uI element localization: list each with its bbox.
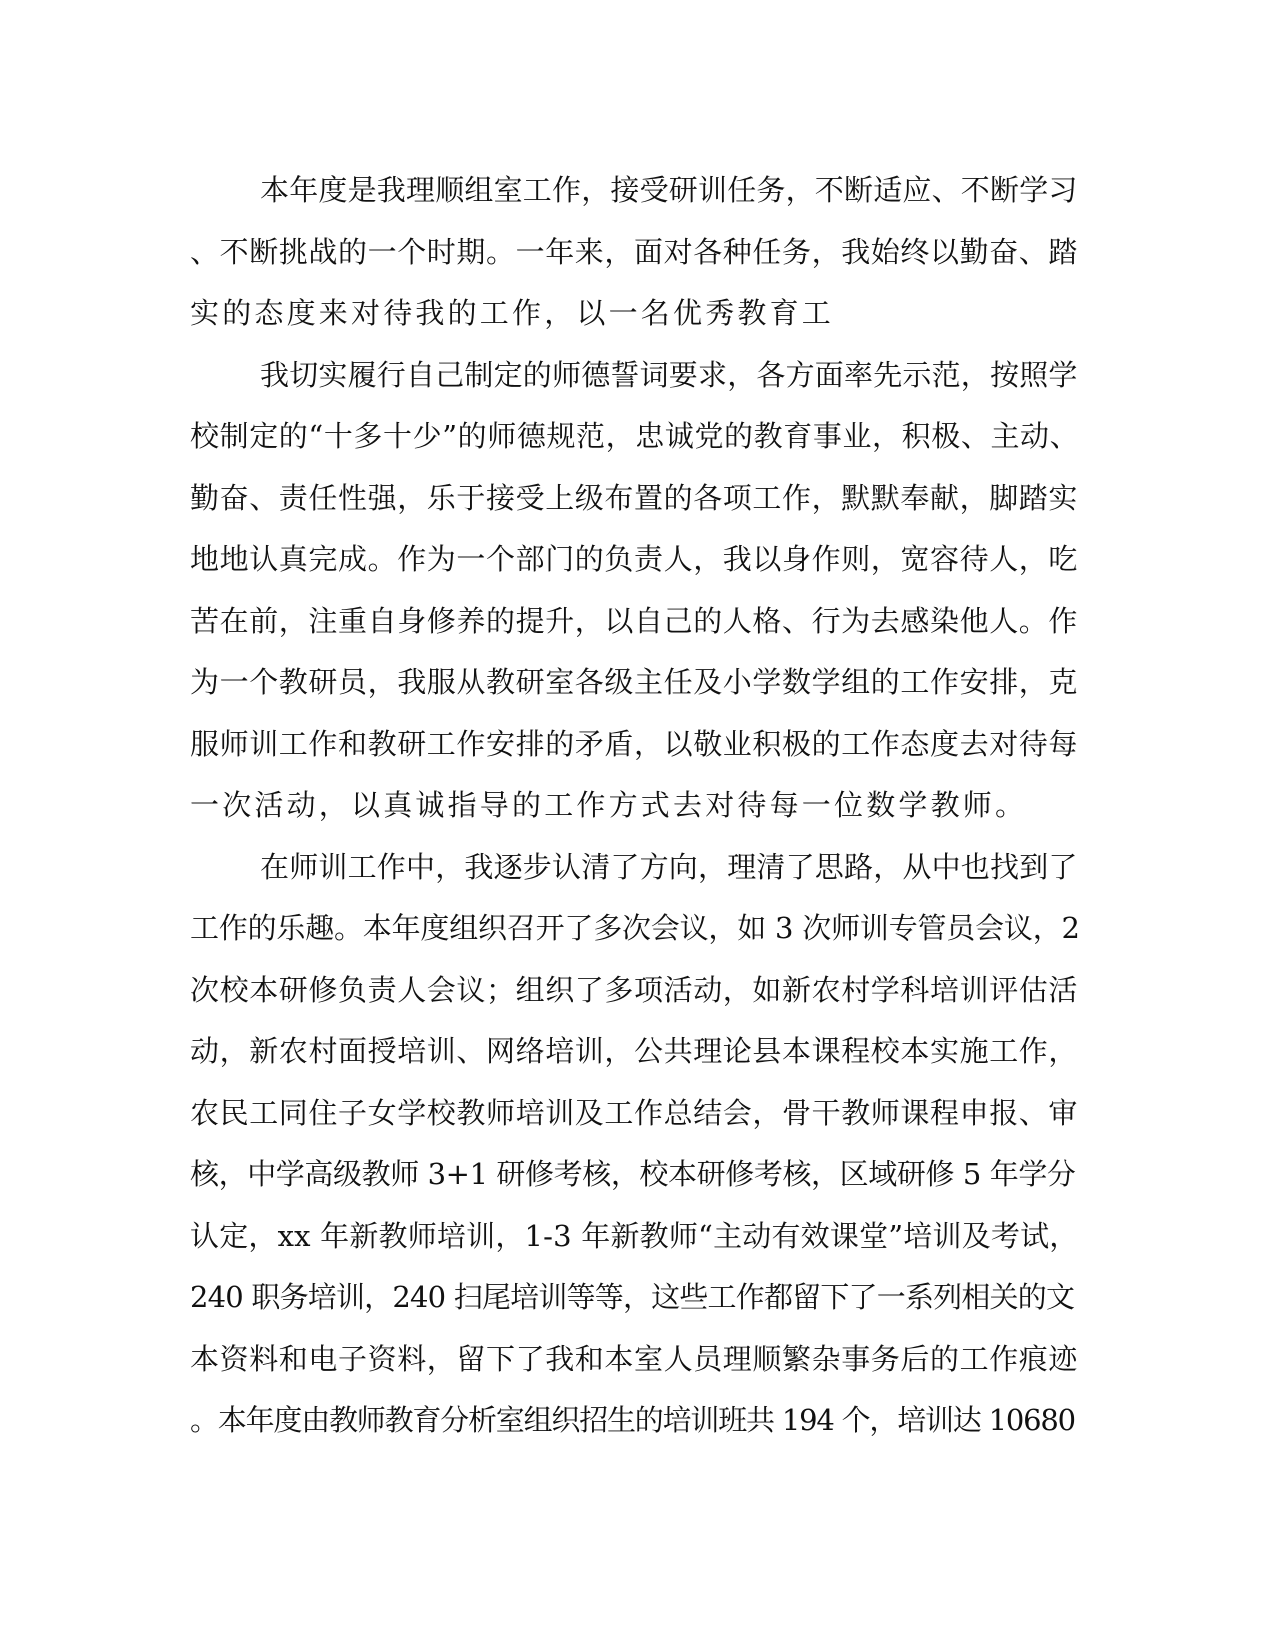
paragraph-1-line-1: 本年度是我理顺组室工作，接受研训任务，不断适应、不断学习 [260, 173, 1078, 207]
paragraph-1-line-3: 实的态度来对待我的工作，以一名优秀教育工 [190, 296, 835, 330]
paragraph-3-line-5: 农民工同住子女学校教师培训及工作总结会，骨干教师课程申报、审 [190, 1095, 1079, 1130]
paragraph-2-line-4: 地地认真完成。作为一个部门的负责人，我以身作则，宽容待人，吃 [190, 542, 1079, 576]
document-body [190, 160, 1080, 1452]
paragraph-3-line-8: 240 职务培训，240 扫尾培训等等，这些工作都留下了一系列相关的文 [190, 1280, 1075, 1314]
paragraph-3-line-9: 本资料和电子资料，留下了我和本室人员理顺繁杂事务后的工作痕迹 [190, 1341, 1079, 1376]
paragraph-2-line-7: 服师训工作和教研工作安排的矛盾，以敬业积极的工作态度去对待每 [190, 726, 1079, 761]
paragraph-2-line-2: 校制定的“十多十少”的师德规范，忠诚党的教育事业，积极、主动、 [190, 419, 1080, 453]
paragraph-2-line-3: 勤奋、责任性强，乐于接受上级布置的各项工作，默默奉献，脚踏实 [190, 480, 1079, 515]
paragraph-2-line-1: 我切实履行自己制定的师德誓词要求，各方面率先示范，按照学 [260, 357, 1078, 392]
paragraph-3-line-2: 工作的乐趣。本年度组织召开了多次会议，如 3 次师训专管员会议，2 [190, 911, 1080, 945]
paragraph-2-line-8: 一次活动，以真诚指导的工作方式去对待每一位数学教师。 [190, 788, 1028, 822]
paragraph-3-line-1: 在师训工作中，我逐步认清了方向，理清了思路，从中也找到了 [260, 849, 1078, 884]
paragraph-2-line-5: 苦在前，注重自身修养的提升，以自己的人格、行为去感染他人。作 [190, 603, 1079, 638]
paragraph-2-line-6: 为一个教研员，我服从教研室各级主任及小学数学组的工作安排，克 [190, 665, 1079, 699]
paragraph-1-line-2: 、不断挑战的一个时期。一年来，面对各种任务，我始终以勤奋、踏 [190, 234, 1079, 269]
paragraph-3-line-4: 动，新农村面授培训、网络培训，公共理论县本课程校本实施工作， [190, 1034, 1079, 1068]
paragraph-3-line-6: 核，中学高级教师 3+1 研修考核，校本研修考核，区域研修 5 年学分 [190, 1157, 1076, 1191]
paragraph-3-line-7: 认定，xx 年新教师培训，1-3 年新教师“主动有效课堂”培训及考试， [190, 1218, 1079, 1253]
paragraph-3-line-3: 次校本研修负责人会议；组织了多项活动，如新农村学科培训评估活 [190, 972, 1079, 1007]
paragraph-3-line-10: 。本年度由教师教育分析室组织招生的培训班共 194 个，培训达 10680 [190, 1403, 1075, 1437]
